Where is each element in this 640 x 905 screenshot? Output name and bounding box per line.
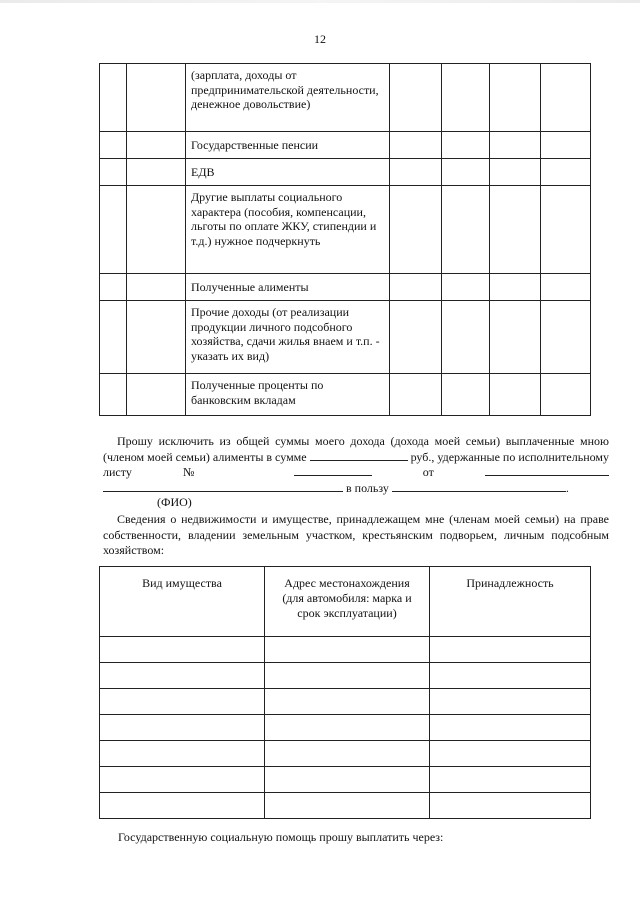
income-row-label: ЕДВ (186, 159, 390, 186)
table-row (100, 767, 591, 793)
property-intro-paragraph: Сведения о недвижимости и имуществе, принадлежащем мне (членам моей семьи) на праве собственности, владении земельным участком, крестьянским подворьем, личным подсобным хозяйством: (103, 512, 609, 557)
table-row (100, 715, 591, 741)
table-row (100, 159, 591, 186)
income-row-label: Государственные пенсии (186, 132, 390, 159)
table-row (100, 663, 591, 689)
table-row (100, 637, 591, 663)
writ-number-blank[interactable] (294, 465, 372, 476)
table-row (100, 186, 591, 274)
income-row-label: Прочие доходы (от реализации продукции личного подсобного хозяйства, сдачи жилья внаем и т.п. - указать их вид) (186, 301, 390, 374)
table-row (100, 132, 591, 159)
table-row (100, 274, 591, 301)
income-row-label: (зарплата, доходы от предпринимательской деятельности, денежное довольствие) (186, 64, 390, 132)
amount-blank[interactable] (310, 450, 408, 461)
table-row (100, 741, 591, 767)
table-row (100, 793, 591, 819)
income-row-label: Полученные алименты (186, 274, 390, 301)
payment-method-text: Государственную социальную помощь прошу выплатить через: (118, 830, 444, 844)
income-row-label: Другие выплаты социального характера (пособия, компенсации, льготы по оплате ЖКУ, стипендии и т.д.) нужное подчеркнуть (186, 186, 390, 274)
fio-caption: (ФИО) (157, 495, 192, 509)
payer-name-blank[interactable] (103, 481, 343, 492)
page-number: 12 (314, 32, 326, 46)
alimony-exclusion-paragraph: Прошу исключить из общей суммы моего дохода (дохода моей семьи) выплаченные мною (членом моей семьи) алименты в сумме руб., удержанные по исполнительному листу № от в пользу . (103, 434, 609, 495)
property-header-ownership: Принадлежность (430, 567, 591, 637)
income-table (99, 63, 591, 416)
writ-date-blank[interactable] (485, 465, 609, 476)
table-row (100, 301, 591, 374)
table-row (100, 689, 591, 715)
property-table (99, 566, 591, 819)
property-header-type: Вид имущества (100, 567, 265, 637)
property-header-address: Адрес местонахождения (для автомобиля: марка и срок эксплуатации) (265, 567, 430, 637)
income-row-label: Полученные проценты по банковским вкладам (186, 374, 390, 416)
scan-edge (0, 0, 640, 3)
recipient-name-blank[interactable] (392, 481, 566, 492)
table-row (100, 64, 591, 132)
table-row (100, 374, 591, 416)
